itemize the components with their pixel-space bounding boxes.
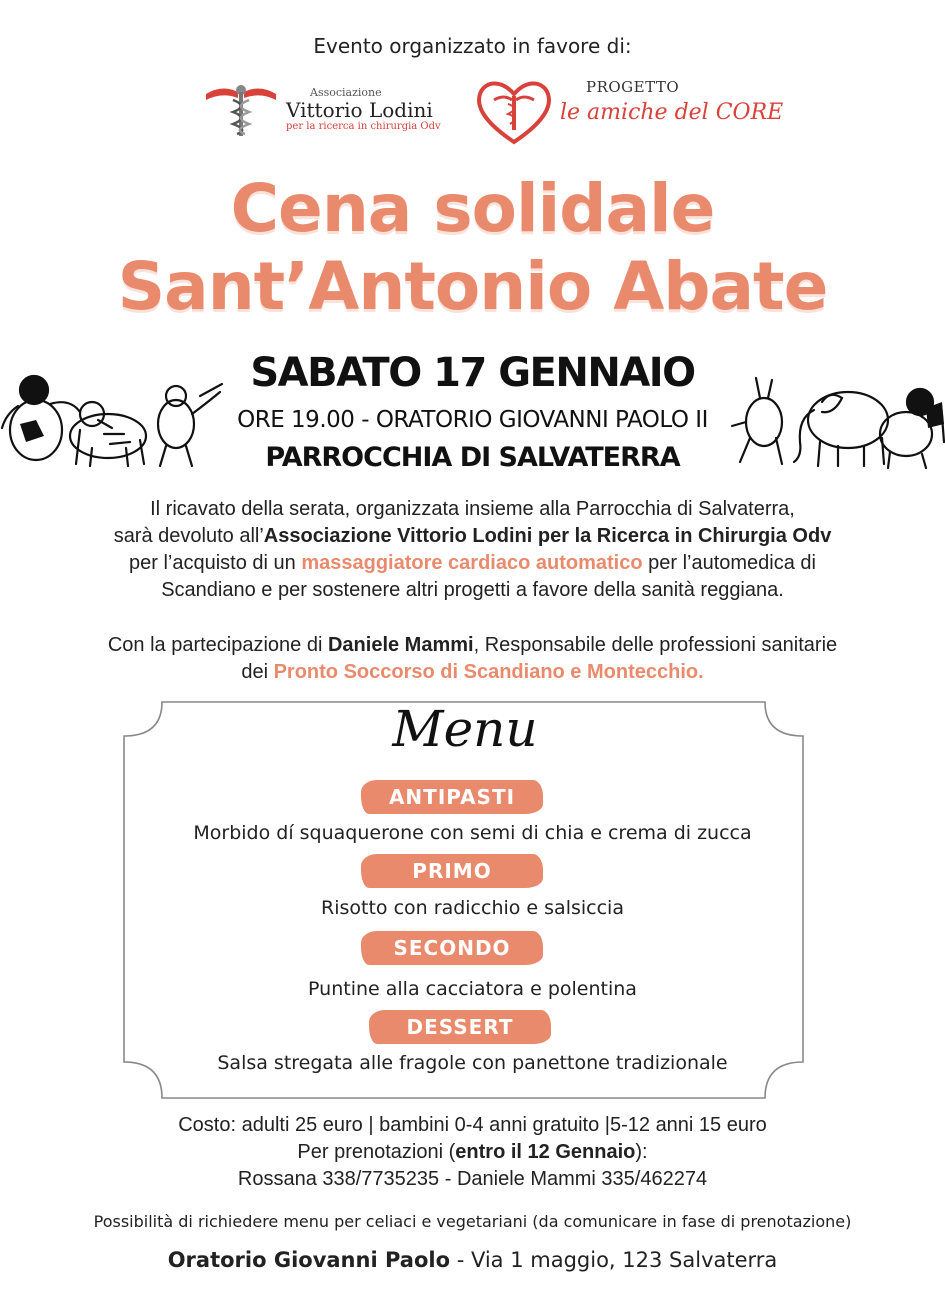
intro-text: Evento organizzato in favore di: bbox=[313, 34, 632, 58]
event-time-place: ORE 19.00 - ORATORIO GIOVANNI PAOLO II bbox=[237, 407, 708, 433]
venue-address bbox=[0, 1248, 945, 1272]
event-date: SABATO 17 GENNAIO bbox=[250, 350, 695, 396]
participation-line-2 bbox=[0, 659, 945, 686]
dish-antipasti: Morbido dí squaquerone con semi di chia e crema di zucca bbox=[193, 822, 752, 844]
participation bbox=[0, 632, 945, 686]
booking-deadline bbox=[0, 1139, 945, 1166]
dietary-note: Possibilità di richiedere menu per celiaci e vegetariani (da comunicare in fase di prenotazione) bbox=[93, 1212, 852, 1231]
lodini-logo bbox=[200, 78, 440, 140]
course-label-primo: PRIMO bbox=[361, 854, 543, 888]
description-line-2a: sarà devoluto all’ bbox=[113, 525, 264, 547]
booking-contacts: Rossana 338/7735235 - Daniele Mammi 335/462274 bbox=[237, 1168, 708, 1190]
booking-a: Per prenotazioni ( bbox=[297, 1141, 456, 1163]
participation-line-2a: dei bbox=[241, 661, 274, 683]
menu-title: Menu bbox=[392, 700, 538, 758]
description-line-1: Il ricavato della serata, organizzata insieme alla Parrocchia di Salvaterra, bbox=[150, 498, 795, 520]
title-line-2: Sant’Antonio Abate bbox=[117, 248, 828, 325]
heart-caduceus-icon bbox=[474, 72, 554, 150]
course-label-antipasti: ANTIPASTI bbox=[361, 780, 543, 814]
venue-street: - Via 1 maggio, 123 Salvaterra bbox=[450, 1248, 778, 1272]
course-label-secondo: SECONDO bbox=[361, 931, 543, 965]
course-label-dessert: DESSERT bbox=[369, 1010, 551, 1044]
booking-c: ): bbox=[635, 1141, 648, 1163]
costs-block bbox=[0, 1112, 945, 1193]
dish-secondo: Puntine alla cacciatora e polentina bbox=[308, 978, 637, 1000]
emergency-units: Pronto Soccorso di Scandiano e Montecchio. bbox=[273, 661, 704, 683]
menu-frame bbox=[122, 700, 805, 1100]
prices: Costo: adulti 25 euro | bambini 0-4 anni gratuito |5-12 anni 15 euro bbox=[178, 1114, 767, 1136]
participation-line-1 bbox=[0, 632, 945, 659]
description-line-4: Scandiano e per sostenere altri progetti a favore della sanità reggiana. bbox=[161, 579, 784, 601]
dish-primo: Risotto con radicchio e salsiccia bbox=[321, 897, 624, 919]
venue-name: Oratorio Giovanni Paolo bbox=[167, 1248, 451, 1272]
amiche-del-core-logo bbox=[474, 72, 784, 150]
description bbox=[0, 496, 945, 604]
participation-line-1c: , Responsabile delle professioni sanitarie bbox=[473, 634, 838, 656]
lodini-line2: Vittorio Lodini bbox=[286, 98, 433, 122]
booking-date: entro il 12 Gennaio bbox=[455, 1141, 636, 1163]
device-name: massaggiatore cardiaco automatico bbox=[301, 552, 643, 574]
core-line1: PROGETTO bbox=[586, 78, 680, 96]
lodini-line3: per la ricerca in chirurgia Odv bbox=[286, 121, 441, 132]
participation-line-1a: Con la partecipazione di bbox=[107, 634, 328, 656]
event-parish: PARROCCHIA DI SALVATERRA bbox=[265, 442, 680, 473]
guest-name: Daniele Mammi bbox=[327, 634, 474, 656]
description-line-3 bbox=[0, 550, 945, 577]
description-line-3a: per l’acquisto di un bbox=[129, 552, 302, 574]
lodini-line1: Associazione bbox=[310, 86, 382, 99]
title-line-1: Cena solidale bbox=[230, 170, 715, 247]
core-line2: le amiche del CORE bbox=[560, 100, 784, 125]
association-name: Associazione Vittorio Lodini per la Ricerca in Chirurgia Odv bbox=[263, 525, 832, 547]
description-line-3c: per l’automedica di bbox=[642, 552, 816, 574]
dish-dessert: Salsa stregata alle fragole con panettone tradizionale bbox=[217, 1052, 728, 1074]
caduceus-icon bbox=[200, 78, 282, 140]
description-line-2 bbox=[0, 523, 945, 550]
